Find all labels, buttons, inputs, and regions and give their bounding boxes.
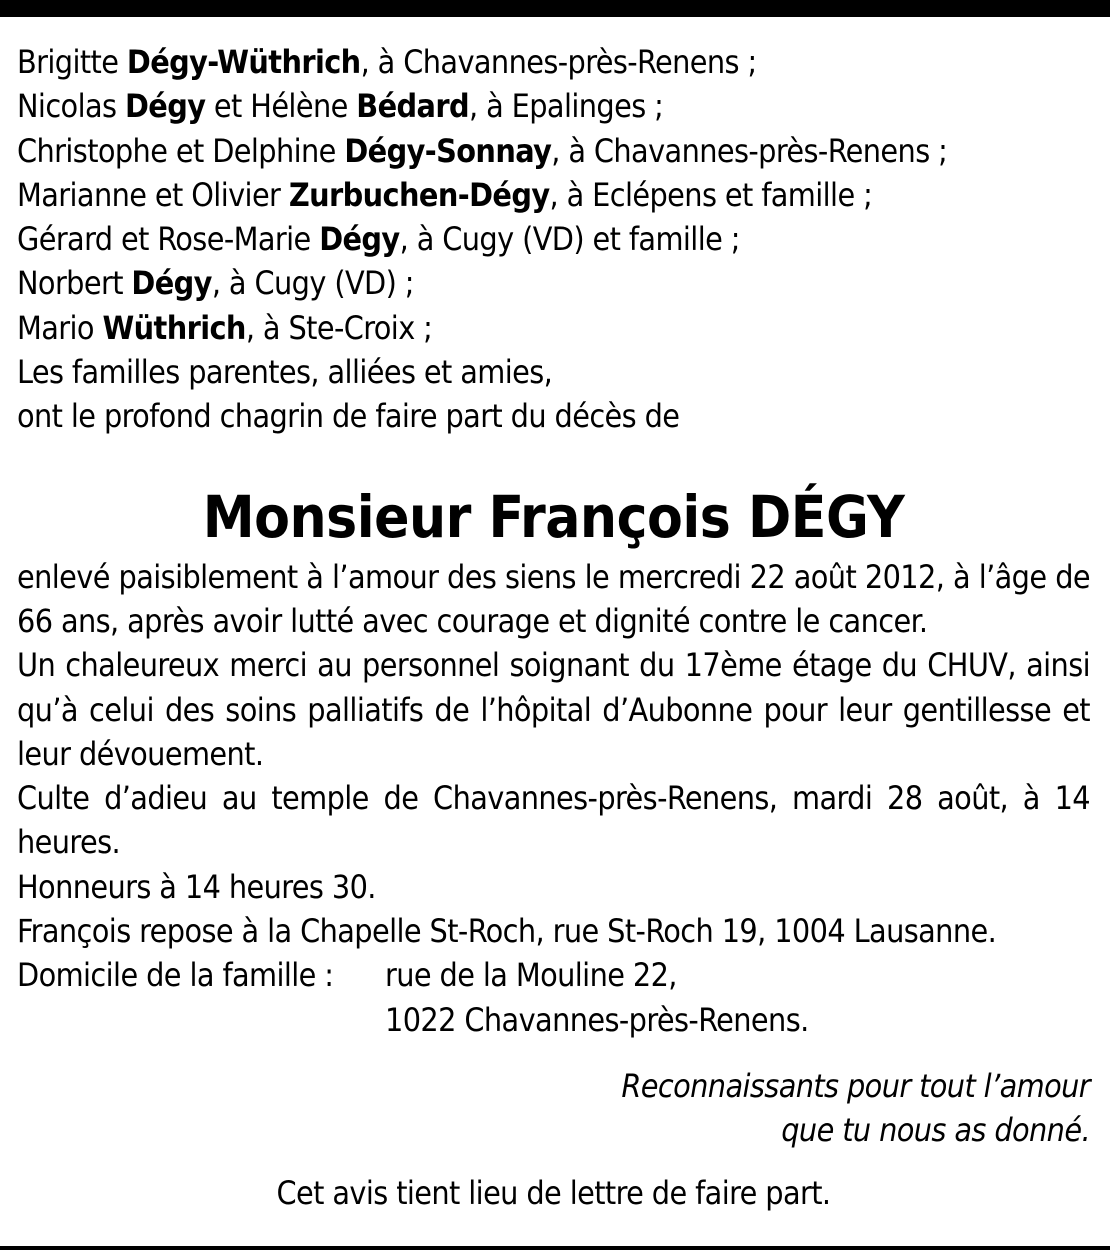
address-street: rue de la Mouline 22,	[385, 956, 677, 995]
family-line: Mario Wüthrich, à Ste-Croix ;	[17, 308, 433, 347]
bottom-rule	[0, 1246, 1110, 1250]
family-line: Nicolas Dégy et Hélène Bédard, à Epalinges ;	[17, 87, 664, 126]
family-address	[17, 953, 1090, 1042]
death-paragraph: enlevé paisiblement à l’amour des siens le mercredi 22 août 2012, à l’âge de 66 ans, après avoir lutté avec courage et dignité contre le cancer.	[17, 557, 1090, 640]
top-rule	[0, 0, 1110, 17]
address-city: 1022 Chavannes-près-Renens.	[385, 1000, 809, 1039]
address-lines	[385, 953, 809, 1042]
closing-note: Cet avis tient lieu de lettre de faire part.	[276, 1173, 831, 1212]
family-line: Gérard et Rose-Marie Dégy, à Cugy (VD) et famille ;	[17, 220, 740, 259]
resting-place-paragraph: François repose à la Chapelle St-Roch, rue St-Roch 19, 1004 Lausanne.	[17, 912, 997, 951]
announcement-line: ont le profond chagrin de faire part du décès de	[17, 397, 680, 436]
quote-line: que tu nous as donné.	[781, 1111, 1090, 1150]
thanks-paragraph: Un chaleureux merci au personnel soignant du 17ème étage du CHUV, ainsi qu’à celui des soins palliatifs de l’hôpital d’Aubonne pour leur gentillesse et leur dévouement.	[17, 646, 1090, 773]
address-label: Domicile de la famille :	[17, 956, 334, 995]
honours-paragraph: Honneurs à 14 heures 30.	[17, 867, 376, 906]
obituary-notice	[17, 40, 1090, 1215]
family-line: Christophe et Delphine Dégy-Sonnay, à Chavannes-près-Renens ;	[17, 131, 948, 170]
family-line: Norbert Dégy, à Cugy (VD) ;	[17, 264, 414, 303]
family-line: Brigitte Dégy-Wüthrich, à Chavannes-près-Renens ;	[17, 43, 757, 81]
deceased-name: Monsieur François DÉGY	[202, 482, 905, 551]
service-paragraph: Culte d’adieu au temple de Chavannes-près-Renens, mardi 28 août, à 14 heures.	[17, 779, 1090, 862]
relatives-line: Les familles parentes, alliées et amies,	[17, 353, 553, 392]
closing-quote	[17, 1064, 1090, 1153]
family-line: Marianne et Olivier Zurbuchen-Dégy, à Eclépens et famille ;	[17, 175, 873, 214]
quote-line: Reconnaissants pour tout l’amour	[621, 1066, 1090, 1105]
